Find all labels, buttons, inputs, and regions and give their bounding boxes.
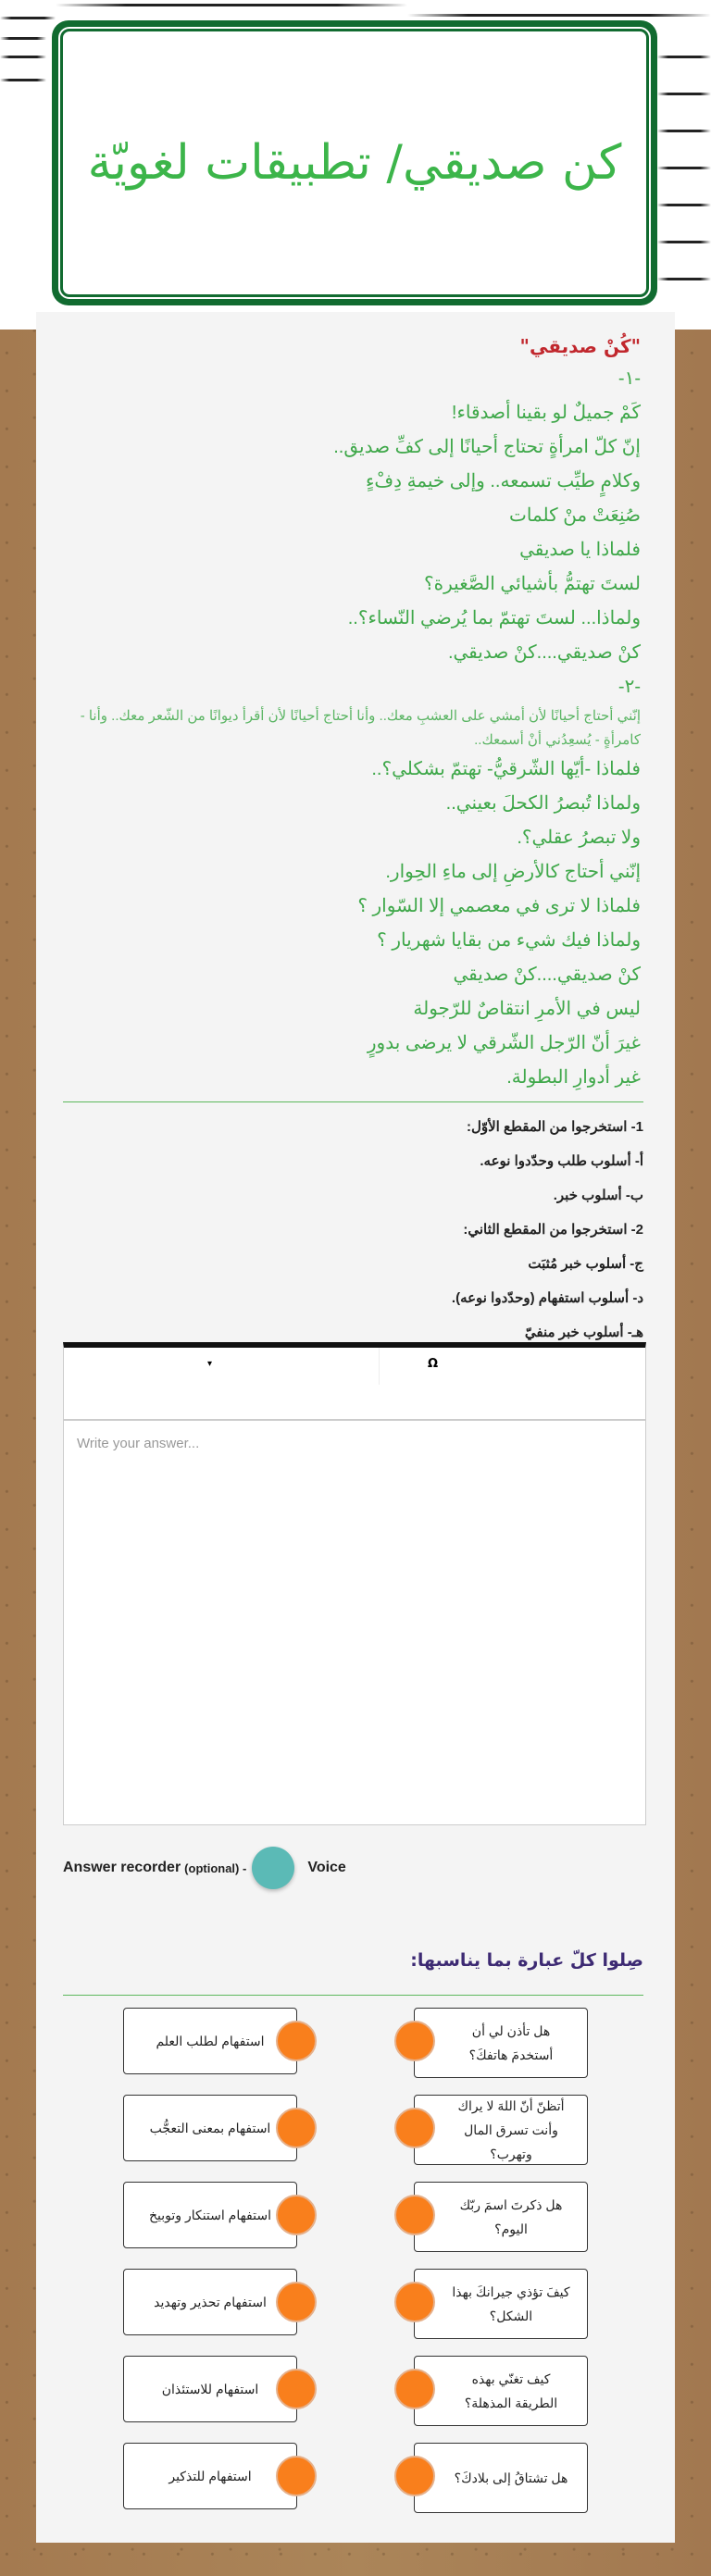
match-connector-right[interactable] bbox=[394, 2108, 435, 2148]
match-connector-left[interactable] bbox=[276, 2282, 317, 2322]
match-connector-right[interactable] bbox=[394, 2282, 435, 2322]
poem-line: ولماذا تُبصرُ الكحلَ بعيني.. bbox=[445, 793, 641, 814]
poem-line: فلماذا يا صديقي bbox=[519, 540, 641, 560]
divider bbox=[63, 1995, 643, 1996]
poem-line: إنّني أحتاج أحيانًا لأن أمشي على العشبِ معك.. وأنا أحتاج أحيانًا لأن أقرأ ديوانًا من الشّعر معك.. وأنا - كامرأةٍ - يُسعِدُني أنْ أسمعك.. bbox=[80, 708, 641, 748]
match-question[interactable]: أتظنّ أنّ اللهَ لا يراك وأنت تسرق المال وتهرب؟ bbox=[414, 2095, 588, 2165]
match-connector-right[interactable] bbox=[394, 2021, 435, 2061]
header-area bbox=[0, 0, 711, 330]
match-connector-left[interactable] bbox=[276, 2195, 317, 2235]
match-question[interactable]: هل ذكرتَ اسمَ ربّك اليوم؟ bbox=[414, 2182, 588, 2252]
match-answer[interactable]: استفهام تحذير وتهديد bbox=[123, 2269, 297, 2335]
answer-textarea[interactable]: Write your answer... bbox=[77, 1436, 200, 1451]
match-question[interactable]: هل تشتاقُ إلى بلادكَ؟ bbox=[414, 2443, 588, 2513]
match-question[interactable]: هل تأذن لي أن أستخدمَ هاتفكَ؟ bbox=[414, 2008, 588, 2078]
poem-line: غيرَ أنّ الرّجل الشّرقي لا يرضى بدورٍ bbox=[367, 1033, 641, 1053]
editor-toolbar bbox=[64, 1348, 645, 1421]
poem-line: كنْ صديقي....كنْ صديقي bbox=[453, 964, 641, 985]
match-answer[interactable]: استفهام لطلب العلم bbox=[123, 2008, 297, 2074]
poem-line: -١- bbox=[617, 368, 641, 389]
match-question[interactable]: كيف تغنّي بهذه الطريقة المذهلة؟ bbox=[414, 2356, 588, 2426]
poem-line: ولماذا فيك شيء من بقايا شهريار ؟ bbox=[377, 930, 641, 951]
match-connector-left[interactable] bbox=[276, 2108, 317, 2148]
poem-line: ولماذا... لستَ تهتمّ بما يُرضي النّساء؟.. bbox=[347, 608, 641, 628]
match-connector-right[interactable] bbox=[394, 2195, 435, 2235]
poem-line: صُنِعَتْ منْ كلمات bbox=[509, 505, 641, 526]
poem-line: إنّني أحتاج كالأرضِ إلى ماءِ الحِوار. bbox=[385, 862, 641, 882]
poem-line: كَمْ جميلٌ لو بقينا أصدقاء! bbox=[451, 403, 641, 423]
match-connector-right[interactable] bbox=[394, 2456, 435, 2496]
recorder-optional: (optional) - bbox=[184, 1860, 247, 1875]
matching-row bbox=[36, 2182, 675, 2256]
matching-row bbox=[36, 2008, 675, 2082]
question-item: ب- أسلوب خبر. bbox=[553, 1188, 643, 1203]
question-item: د- أسلوب استفهام (وحدّدوا نوعه). bbox=[451, 1290, 643, 1306]
divider bbox=[63, 1101, 643, 1102]
match-connector-left[interactable] bbox=[276, 2021, 317, 2061]
content-panel bbox=[36, 312, 675, 2543]
toolbar-separator bbox=[379, 1348, 380, 1385]
matching-row bbox=[36, 2356, 675, 2430]
match-answer[interactable]: استفهام للاستئذان bbox=[123, 2356, 297, 2422]
question-item: 1- استخرجوا من المقطع الأوّل: bbox=[466, 1119, 643, 1135]
answer-recorder bbox=[63, 1847, 346, 1889]
question-item: 2- استخرجوا من المقطع الثاني: bbox=[463, 1222, 643, 1238]
match-connector-left[interactable] bbox=[276, 2369, 317, 2409]
match-answer[interactable]: استفهام للتذكير bbox=[123, 2443, 297, 2509]
recorder-label: Answer recorder bbox=[63, 1860, 181, 1875]
record-button[interactable] bbox=[252, 1847, 294, 1889]
poem-line: لستَ تهتمُّ بأشيائي الصَّغيرة؟ bbox=[424, 574, 641, 594]
poem-line: وكلامٍ طيِّب تسمعه.. وإلى خيمةِ دِفْءٍ bbox=[365, 471, 641, 492]
matching-row bbox=[36, 2269, 675, 2343]
poem-line: -٢- bbox=[617, 677, 641, 697]
page-title: كن صديقي/ تطبيقات لغويّة bbox=[87, 135, 622, 191]
matching-row bbox=[36, 2443, 675, 2517]
poem-line: إنّ كلّ امرأةٍ تحتاج أحيانًا إلى كفِّ صديق.. bbox=[333, 437, 641, 457]
matching-row bbox=[36, 2095, 675, 2169]
special-character-button[interactable]: Ω bbox=[428, 1357, 439, 1371]
question-item: أ- أسلوب طلب وحدّدوا نوعه. bbox=[480, 1153, 643, 1169]
match-question[interactable]: كيفَ تؤذي جيرانكَ بهذا الشكل؟ bbox=[414, 2269, 588, 2339]
voice-label: Voice bbox=[307, 1860, 346, 1875]
poem-line: ولا تبصرُ عقلي؟. bbox=[517, 828, 641, 848]
questions bbox=[452, 1110, 643, 1350]
poem-line: ليس في الأمرِ انتقاصٌ للرّجولة bbox=[413, 999, 641, 1019]
format-dropdown[interactable]: ▾ bbox=[207, 1359, 213, 1369]
poem bbox=[67, 330, 641, 1095]
question-item: ج- أسلوب خبر مُثبَت bbox=[528, 1256, 643, 1272]
poem-line: فلماذا -أيّها الشّرقيُّ- تهتمّ بشكلي؟.. bbox=[371, 759, 641, 779]
poem-line: غير أدوارِ البطولة. bbox=[506, 1067, 641, 1088]
match-answer[interactable]: استفهام بمعنى التعجُّب bbox=[123, 2095, 297, 2161]
question-item: هـ- أسلوب خبر منفيّ bbox=[524, 1325, 643, 1340]
match-connector-left[interactable] bbox=[276, 2456, 317, 2496]
poem-line: كنْ صديقي....كنْ صديقي. bbox=[447, 642, 641, 663]
title-banner bbox=[52, 20, 657, 305]
matching-heading: صِلوا كلّ عبارة بما يناسبها: bbox=[410, 1950, 643, 1971]
match-answer[interactable]: استفهام استنكار وتوبيخ bbox=[123, 2182, 297, 2248]
poem-line: فلماذا لا ترى في معصمي إلا السّوار ؟ bbox=[357, 896, 641, 916]
match-connector-right[interactable] bbox=[394, 2369, 435, 2409]
poem-title: "كُنْ صديقي" bbox=[519, 335, 641, 357]
answer-editor[interactable] bbox=[63, 1342, 646, 1825]
